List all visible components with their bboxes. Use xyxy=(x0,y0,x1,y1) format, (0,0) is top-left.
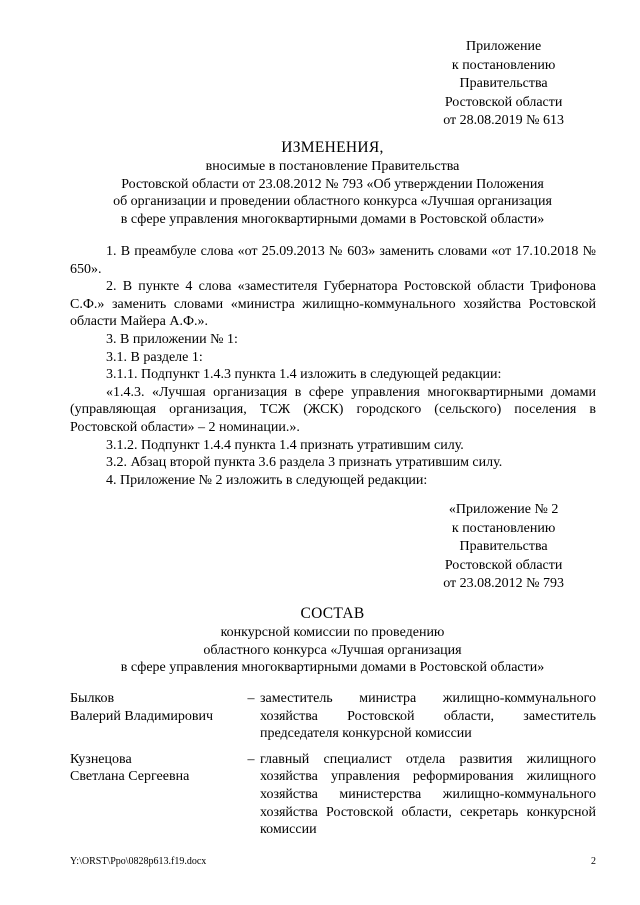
member-row xyxy=(70,690,596,743)
paragraph: 3.2. Абзац второй пункта 3.6 раздела 3 признать утратившим силу. xyxy=(106,455,503,471)
composition-subtitle-line: конкурсной комиссии по проведению xyxy=(220,625,445,640)
paragraph: 3.1. В разделе 1: xyxy=(106,349,203,365)
changes-subtitle-line: в сфере управления многоквартирными домами в Ростовской области» xyxy=(120,211,545,227)
header-appendix-line: от 28.08.2019 № 613 xyxy=(443,113,564,128)
changes-subtitle-line: вносимые в постановление Правительства xyxy=(205,159,460,174)
header-appendix-line: к постановлению xyxy=(451,57,556,73)
member-given-name: Валерий Владимирович xyxy=(70,708,214,724)
member-role: заместитель министра жилищно-коммунального хозяйства Ростовской области, заместитель председателя конкурсной комиссии xyxy=(260,691,596,742)
inner-appendix xyxy=(443,501,564,594)
member-surname: Кузнецова xyxy=(70,751,132,767)
inner-appendix-line: «Приложение № 2 xyxy=(448,502,559,517)
paragraph: «1.4.3. «Лучшая организация в сфере управления многоквартирными домами (управляющая организация, ТСЖ (ЖСК) городского (сельского) поселения в Ростовской области» – 2 номинации.». xyxy=(70,384,596,435)
changes-title xyxy=(70,138,595,228)
changes-subtitle-line: Ростовской области от 23.08.2012 № 793 «Об утверждении Положения xyxy=(121,176,544,192)
paragraph: 3. В приложении № 1: xyxy=(106,331,238,347)
page-footer xyxy=(70,856,596,867)
page-number: 2 xyxy=(591,856,596,867)
paragraph: 3.1.2. Подпункт 1.4.4 пункта 1.4 признать утратившим силу. xyxy=(106,437,464,453)
header-appendix-line: Правительства xyxy=(459,76,548,91)
member-name xyxy=(70,690,242,743)
paragraph: 2. В пункте 4 слова «заместителя Губернатора Ростовской области Трифонова С.Ф.» заменить словами «министра жилищно-коммунального хозяйства Ростовской области Майера А.Ф.». xyxy=(70,279,596,330)
paragraph: 1. В преамбуле слова «от 25.09.2013 № 603» заменить словами «от 17.10.2018 № 650». xyxy=(70,244,596,277)
composition-title xyxy=(70,604,595,677)
composition-subtitle-line: в сфере управления многоквартирными домами в Ростовской области» xyxy=(120,660,545,675)
composition-subtitle-line: областного конкурса «Лучшая организация xyxy=(203,642,462,658)
inner-appendix-line: к постановлению xyxy=(451,520,556,536)
header-appendix-line: Приложение xyxy=(466,39,542,54)
member-row xyxy=(70,751,596,839)
changes-body xyxy=(70,243,596,489)
paragraph: 4. Приложение № 2 изложить в следующей редакции: xyxy=(106,472,428,488)
member-dash: – xyxy=(247,751,255,767)
composition-heading: СОСТАВ xyxy=(300,605,365,622)
member-given-name: Светлана Сергеевна xyxy=(70,769,190,785)
changes-heading: ИЗМЕНЕНИЯ, xyxy=(281,139,384,156)
header-appendix xyxy=(443,38,564,131)
paragraph: 3.1.1. Подпункт 1.4.3 пункта 1.4 изложить в следующей редакции: xyxy=(106,367,502,383)
file-path: Y:\ORST\Ppo\0828p613.f19.docx xyxy=(70,856,207,867)
member-surname: Былков xyxy=(70,691,115,706)
commission-members xyxy=(70,690,596,847)
changes-subtitle-line: об организации и проведении областного конкурса «Лучшая организация xyxy=(113,194,552,209)
inner-appendix-line: от 23.08.2012 № 793 xyxy=(443,576,564,591)
inner-appendix-line: Правительства xyxy=(459,539,548,554)
header-appendix-line: Ростовской области xyxy=(444,94,563,110)
member-dash: – xyxy=(247,691,255,706)
inner-appendix-line: Ростовской области xyxy=(444,557,563,573)
member-role: главный специалист отдела развития жилищного хозяйства управления реформирования жилищного хозяйства министерства жилищно-коммунального хозяйства Ростовской области, секретарь конкурсной комиссии xyxy=(260,751,596,838)
member-name xyxy=(70,751,242,839)
